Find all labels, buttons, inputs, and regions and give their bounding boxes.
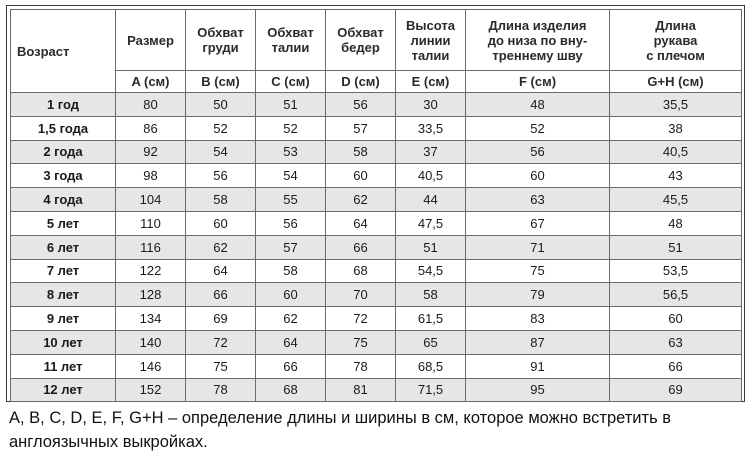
cell-inseam-length: 91 <box>466 354 610 378</box>
cell-waist: 57 <box>256 235 326 259</box>
cell-waist-height: 44 <box>396 188 466 212</box>
unit-sleeve-length: G+H (см) <box>610 71 742 93</box>
cell-sleeve-length: 56,5 <box>610 283 742 307</box>
cell-waist-height: 54,5 <box>396 259 466 283</box>
table-row <box>11 330 742 354</box>
cell-waist: 52 <box>256 116 326 140</box>
unit-row <box>11 71 742 93</box>
cell-sleeve-length: 69 <box>610 378 742 402</box>
cell-chest: 50 <box>186 93 256 117</box>
cell-size: 140 <box>116 330 186 354</box>
cell-inseam-length: 56 <box>466 140 610 164</box>
cell-size: 86 <box>116 116 186 140</box>
cell-age: 9 лет <box>11 307 116 331</box>
cell-inseam-length: 67 <box>466 211 610 235</box>
header-hips <box>326 10 396 71</box>
cell-sleeve-length: 45,5 <box>610 188 742 212</box>
table-row <box>11 283 742 307</box>
header-line: талии <box>411 47 450 63</box>
header-age <box>11 10 116 93</box>
cell-chest: 60 <box>186 211 256 235</box>
header-line: Обхват <box>197 25 244 40</box>
table-row <box>11 235 742 259</box>
cell-age: 10 лет <box>11 330 116 354</box>
cell-sleeve-length: 43 <box>610 164 742 188</box>
cell-size: 152 <box>116 378 186 402</box>
cell-sleeve-length: 35,5 <box>610 93 742 117</box>
cell-inseam-length: 95 <box>466 378 610 402</box>
header-waist <box>256 10 326 71</box>
unit-waist-height: E (см) <box>396 71 466 93</box>
cell-inseam-length: 71 <box>466 235 610 259</box>
header-line: Размер <box>127 32 174 48</box>
cell-waist-height: 37 <box>396 140 466 164</box>
cell-chest: 66 <box>186 283 256 307</box>
cell-chest: 58 <box>186 188 256 212</box>
cell-size: 104 <box>116 188 186 212</box>
header-sleeve-length <box>610 10 742 71</box>
cell-hips: 60 <box>326 164 396 188</box>
header-line: Обхват <box>337 25 384 40</box>
header-size <box>116 10 186 71</box>
cell-hips: 70 <box>326 283 396 307</box>
cell-inseam-length: 48 <box>466 93 610 117</box>
cell-size: 146 <box>116 354 186 378</box>
cell-waist: 64 <box>256 330 326 354</box>
table-row <box>11 140 742 164</box>
cell-size: 98 <box>116 164 186 188</box>
cell-chest: 64 <box>186 259 256 283</box>
cell-size: 92 <box>116 140 186 164</box>
cell-inseam-length: 52 <box>466 116 610 140</box>
cell-waist: 56 <box>256 211 326 235</box>
cell-waist: 66 <box>256 354 326 378</box>
cell-hips: 57 <box>326 116 396 140</box>
cell-hips: 72 <box>326 307 396 331</box>
cell-size: 116 <box>116 235 186 259</box>
cell-age: 8 лет <box>11 283 116 307</box>
header-line: груди <box>202 40 239 55</box>
cell-waist-height: 68,5 <box>396 354 466 378</box>
cell-inseam-length: 63 <box>466 188 610 212</box>
cell-waist: 54 <box>256 164 326 188</box>
cell-waist: 62 <box>256 307 326 331</box>
cell-hips: 68 <box>326 259 396 283</box>
cell-waist-height: 51 <box>396 235 466 259</box>
cell-age: 1,5 года <box>11 116 116 140</box>
header-line: с плечом <box>646 47 705 63</box>
cell-waist-height: 65 <box>396 330 466 354</box>
unit-waist: C (см) <box>256 71 326 93</box>
cell-hips: 62 <box>326 188 396 212</box>
header-line: Возраст <box>17 43 70 59</box>
unit-inseam-length: F (см) <box>466 71 610 93</box>
cell-hips: 75 <box>326 330 396 354</box>
cell-waist: 60 <box>256 283 326 307</box>
cell-hips: 66 <box>326 235 396 259</box>
cell-chest: 56 <box>186 164 256 188</box>
header-line: до низа по вну- <box>487 32 588 48</box>
unit-hips: D (см) <box>326 71 396 93</box>
cell-size: 122 <box>116 259 186 283</box>
table-row <box>11 164 742 188</box>
cell-waist: 55 <box>256 188 326 212</box>
cell-hips: 64 <box>326 211 396 235</box>
cell-inseam-length: 79 <box>466 283 610 307</box>
cell-sleeve-length: 40,5 <box>610 140 742 164</box>
cell-sleeve-length: 60 <box>610 307 742 331</box>
table-row <box>11 378 742 402</box>
cell-chest: 52 <box>186 116 256 140</box>
size-chart-table <box>10 9 742 402</box>
table-row <box>11 211 742 235</box>
table-body <box>11 93 742 402</box>
cell-chest: 78 <box>186 378 256 402</box>
cell-age: 3 года <box>11 164 116 188</box>
cell-waist-height: 71,5 <box>396 378 466 402</box>
table-row <box>11 354 742 378</box>
cell-age: 2 года <box>11 140 116 164</box>
cell-size: 128 <box>116 283 186 307</box>
cell-hips: 78 <box>326 354 396 378</box>
cell-chest: 72 <box>186 330 256 354</box>
table-row <box>11 259 742 283</box>
cell-waist-height: 61,5 <box>396 307 466 331</box>
header-inseam-length <box>466 10 610 71</box>
cell-sleeve-length: 53,5 <box>610 259 742 283</box>
cell-size: 80 <box>116 93 186 117</box>
cell-sleeve-length: 38 <box>610 116 742 140</box>
cell-waist-height: 40,5 <box>396 164 466 188</box>
cell-waist-height: 30 <box>396 93 466 117</box>
header-line: Обхват <box>267 25 314 40</box>
cell-age: 6 лет <box>11 235 116 259</box>
unit-chest: B (см) <box>186 71 256 93</box>
cell-waist: 68 <box>256 378 326 402</box>
cell-waist-height: 47,5 <box>396 211 466 235</box>
cell-sleeve-length: 51 <box>610 235 742 259</box>
header-row <box>11 10 742 71</box>
cell-hips: 56 <box>326 93 396 117</box>
cell-inseam-length: 87 <box>466 330 610 354</box>
cell-chest: 69 <box>186 307 256 331</box>
header-line: талии <box>271 40 310 55</box>
cell-age: 7 лет <box>11 259 116 283</box>
header-line: линии <box>410 32 451 48</box>
header-waist-height <box>396 10 466 71</box>
header-line: рукава <box>653 32 698 48</box>
table-row <box>11 93 742 117</box>
header-line: треннему шву <box>492 47 583 63</box>
cell-sleeve-length: 48 <box>610 211 742 235</box>
cell-inseam-length: 75 <box>466 259 610 283</box>
cell-sleeve-length: 66 <box>610 354 742 378</box>
cell-size: 134 <box>116 307 186 331</box>
cell-age: 1 год <box>11 93 116 117</box>
cell-chest: 75 <box>186 354 256 378</box>
cell-waist: 51 <box>256 93 326 117</box>
table-row <box>11 307 742 331</box>
cell-waist-height: 58 <box>396 283 466 307</box>
cell-size: 110 <box>116 211 186 235</box>
cell-waist-height: 33,5 <box>396 116 466 140</box>
header-line: бедер <box>341 40 380 55</box>
cell-sleeve-length: 63 <box>610 330 742 354</box>
cell-waist: 58 <box>256 259 326 283</box>
unit-size: A (см) <box>116 71 186 93</box>
table-row <box>11 188 742 212</box>
cell-hips: 81 <box>326 378 396 402</box>
cell-age: 11 лет <box>11 354 116 378</box>
header-line: Высота <box>406 17 455 33</box>
table-row <box>11 116 742 140</box>
header-line: Длина изделия <box>488 17 587 33</box>
cell-chest: 54 <box>186 140 256 164</box>
cell-inseam-length: 83 <box>466 307 610 331</box>
cell-age: 5 лет <box>11 211 116 235</box>
cell-hips: 58 <box>326 140 396 164</box>
cell-age: 12 лет <box>11 378 116 402</box>
cell-chest: 62 <box>186 235 256 259</box>
cell-age: 4 года <box>11 188 116 212</box>
cell-inseam-length: 60 <box>466 164 610 188</box>
header-line: Длина <box>655 17 696 33</box>
caption-note: A, B, C, D, E, F, G+H – определение длины и ширины в см, которое можно встретить в англоязычных выкройках. <box>9 409 672 451</box>
header-chest <box>186 10 256 71</box>
cell-waist: 53 <box>256 140 326 164</box>
